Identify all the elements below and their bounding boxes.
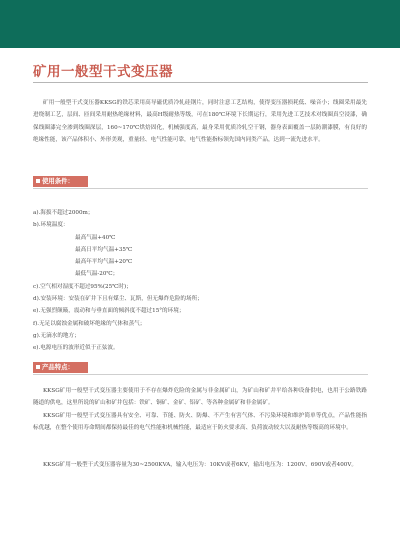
usage-conditions-list xyxy=(33,196,367,355)
features-paragraph: KKSG矿用一般型干式变压器容量为30~2500KVA，输入电压为：10KV或者6KV，输出电压为：1200V、690V或者400V。 xyxy=(43,462,357,468)
list-item: f).无足以腐蚀金属和破坏绝缘的气体和蒸气； xyxy=(33,320,146,327)
intro-paragraph: 矿用一般型干式变压器KKSG的铁芯采用高导磁优质冷轧硅钢片，同时注意工艺结构，使得变压器损耗低、噪音小；线圈采用最先进绕制工艺，层间、匝间采用耐热绝缘材料，最高H级耐热等级，可在180℃环境下长期运行，采用先进工艺技术对线圈真空浸漆，确保线圈漆完全渗到线圈深层，160~170℃烘焙固化，机械强度高，最身采用优质冷轧空干钢，器身表面覆盖一层防潮漆膜，有良好的绝缘性能，该产品体积小、外形美观，重量轻、电气性能可靠，电气性能指标领先国内同类产品，达到一流先进水平。 xyxy=(33,100,367,143)
usage-divider xyxy=(33,188,368,189)
list-item: 最高气温+40℃ xyxy=(75,234,116,241)
square-icon xyxy=(36,365,40,369)
list-item: a).海拔不超过2000m； xyxy=(33,210,94,216)
list-item: c).空气相对湿度不超过95%(25℃时)； xyxy=(33,283,132,290)
list-item: e).无强烈颠簸，震动和与垂直面的倾斜度不超过15°的环境； xyxy=(33,308,185,315)
list-item: e).电源电压的波形近似于正弦波。 xyxy=(33,345,119,352)
list-item: g).无滴水的地方； xyxy=(33,332,80,339)
title-divider xyxy=(33,82,368,83)
features-heading-label: 产品特点： xyxy=(42,363,74,371)
square-icon xyxy=(36,179,40,183)
list-item: 最高日平均气温+35℃ xyxy=(75,246,133,253)
usage-heading-label: 使用条件： xyxy=(42,177,74,185)
features-paragraph: KKSG矿用一般型干式变压器主要使用于不存在爆炸危险的金属与非金属矿山，为矿山和矿井平给各种设备供电，也用于公路铁路隧道的供电，这里所说的矿山和矿井包括：铁矿、铜矿、金矿、铝矿、等各种金属矿和非金属矿。 xyxy=(33,388,367,407)
list-item: d).安装环境：安装在矿井下且有煤尘、瓦斯，但无爆炸危险的场所； xyxy=(33,296,203,303)
usage-section-heading xyxy=(33,176,88,187)
list-spacer xyxy=(33,196,367,207)
list-item: 最高年平均气温+20℃ xyxy=(75,259,133,266)
features-section-heading xyxy=(33,362,88,373)
features-paragraph: KKSG矿用一般型干式变压器具有安全、可靠、节能、防火、防爆、不产生有害气体、不污染环境和维护简单等优点，产品性能指标优越，在整个使用寿命期间都保持最佳的电气性能和机械性能，最适应于防火要求高、负荷波动较大以及耐热等级高的环境中。 xyxy=(33,413,367,432)
features-divider xyxy=(33,374,368,375)
header-band xyxy=(0,0,400,48)
page-title: 矿用一般型干式变压器 xyxy=(33,64,173,80)
list-item: 最低气温-20℃； xyxy=(75,271,119,278)
list-item: b).环境温度： xyxy=(33,222,69,229)
